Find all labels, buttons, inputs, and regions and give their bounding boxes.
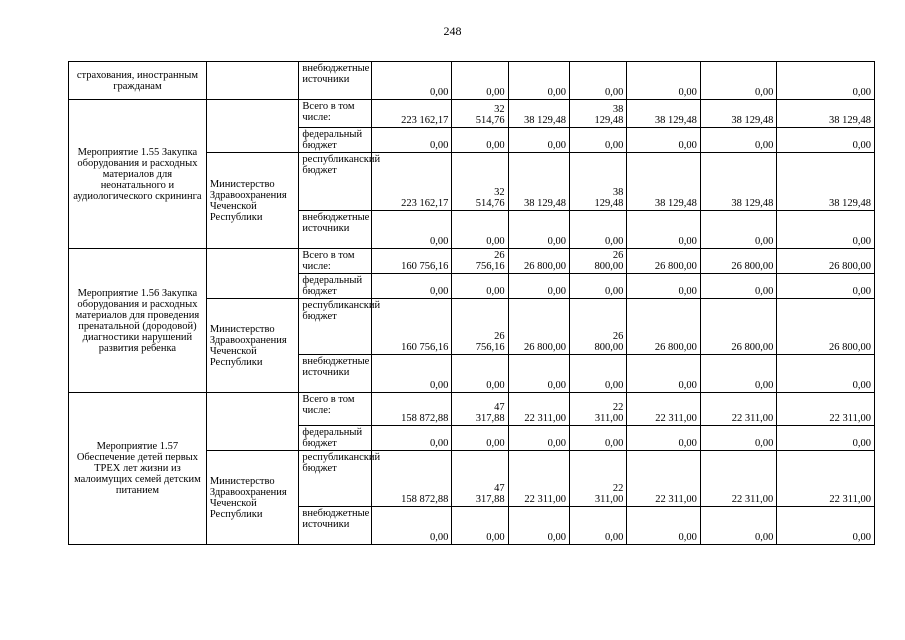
amount-cell: 223 162,17: [371, 100, 451, 128]
amount-cell: 26 800,00: [570, 249, 627, 274]
executor-cell: [206, 393, 299, 451]
amount-cell: 38 129,48: [570, 153, 627, 211]
amount-cell: 26 800,00: [627, 299, 700, 355]
amount-cell: 38 129,48: [627, 153, 700, 211]
amount-cell: 0,00: [777, 507, 875, 545]
amount-cell: 0,00: [508, 128, 569, 153]
amount-cell: 0,00: [371, 355, 451, 393]
amount-cell: 0,00: [777, 62, 875, 100]
amount-cell: 0,00: [508, 507, 569, 545]
amount-cell: 22 311,00: [570, 451, 627, 507]
executor-cell: Министерство Здравоохранения Чеченской Республики: [206, 451, 299, 545]
amount-cell: 0,00: [627, 355, 700, 393]
amount-cell: 0,00: [570, 355, 627, 393]
amount-cell: 0,00: [700, 507, 776, 545]
amount-cell: 22 311,00: [700, 393, 776, 426]
page-number: 248: [443, 24, 462, 38]
funding-source-cell: Всего в том числе:: [299, 100, 371, 128]
amount-cell: 22 311,00: [570, 393, 627, 426]
amount-cell: 0,00: [777, 426, 875, 451]
amount-cell: 0,00: [627, 128, 700, 153]
amount-cell: 26 800,00: [508, 299, 569, 355]
amount-cell: 0,00: [700, 128, 776, 153]
amount-cell: 223 162,17: [371, 153, 451, 211]
amount-cell: 38 129,48: [508, 153, 569, 211]
amount-cell: 26 800,00: [700, 299, 776, 355]
amount-cell: 0,00: [508, 426, 569, 451]
funding-source-cell: республиканский бюджет: [299, 299, 371, 355]
amount-cell: 0,00: [508, 274, 569, 299]
amount-cell: 32 514,76: [452, 100, 508, 128]
amount-cell: 22 311,00: [627, 393, 700, 426]
amount-cell: 0,00: [452, 62, 508, 100]
amount-cell: 0,00: [570, 211, 627, 249]
amount-cell: 38 129,48: [570, 100, 627, 128]
amount-cell: 22 311,00: [700, 451, 776, 507]
table-row: [69, 100, 875, 128]
funding-source-cell: внебюджетные источники: [299, 62, 371, 100]
amount-cell: 0,00: [777, 211, 875, 249]
amount-cell: 0,00: [371, 426, 451, 451]
table-row: [69, 62, 875, 100]
executor-cell: Министерство Здравоохранения Чеченской Республики: [206, 299, 299, 393]
amount-cell: 0,00: [777, 128, 875, 153]
amount-cell: 0,00: [508, 355, 569, 393]
amount-cell: 47 317,88: [452, 451, 508, 507]
amount-cell: 0,00: [371, 211, 451, 249]
amount-cell: 0,00: [371, 274, 451, 299]
amount-cell: 38 129,48: [508, 100, 569, 128]
amount-cell: 38 129,48: [777, 100, 875, 128]
amount-cell: 0,00: [371, 507, 451, 545]
amount-cell: 158 872,88: [371, 451, 451, 507]
amount-cell: 160 756,16: [371, 299, 451, 355]
amount-cell: 22 311,00: [508, 393, 569, 426]
amount-cell: 0,00: [508, 62, 569, 100]
amount-cell: 0,00: [627, 507, 700, 545]
funding-source-cell: республиканский бюджет: [299, 153, 371, 211]
amount-cell: 22 311,00: [777, 451, 875, 507]
funding-source-cell: Всего в том числе:: [299, 393, 371, 426]
funding-source-cell: федеральный бюджет: [299, 274, 371, 299]
amount-cell: 158 872,88: [371, 393, 451, 426]
amount-cell: 0,00: [627, 274, 700, 299]
executor-cell: [206, 249, 299, 299]
amount-cell: 0,00: [700, 426, 776, 451]
amount-cell: 0,00: [570, 128, 627, 153]
amount-cell: 0,00: [627, 211, 700, 249]
amount-cell: 26 800,00: [777, 249, 875, 274]
funding-source-cell: республиканский бюджет: [299, 451, 371, 507]
amount-cell: 22 311,00: [627, 451, 700, 507]
amount-cell: 0,00: [700, 355, 776, 393]
measure-name-cell: Мероприятие 1.55 Закупка оборудования и расходных материалов для неонатального и аудиологического скрининга: [69, 100, 207, 249]
amount-cell: 26 756,16: [452, 249, 508, 274]
budget-table: [68, 61, 875, 545]
executor-cell: [206, 100, 299, 153]
amount-cell: 0,00: [777, 355, 875, 393]
amount-cell: 0,00: [371, 128, 451, 153]
funding-source-cell: федеральный бюджет: [299, 128, 371, 153]
amount-cell: 0,00: [452, 128, 508, 153]
amount-cell: 26 756,16: [452, 299, 508, 355]
funding-source-cell: Всего в том числе:: [299, 249, 371, 274]
amount-cell: 38 129,48: [700, 153, 776, 211]
amount-cell: 32 514,76: [452, 153, 508, 211]
amount-cell: 0,00: [570, 426, 627, 451]
amount-cell: 38 129,48: [627, 100, 700, 128]
funding-source-cell: внебюджетные источники: [299, 211, 371, 249]
measure-name-cell: Мероприятие 1.56 Закупка оборудования и расходных материалов для проведения пренатальной (дородовой) диагностики нарушений развития ребенка: [69, 249, 207, 393]
amount-cell: 0,00: [371, 62, 451, 100]
amount-cell: 0,00: [700, 211, 776, 249]
amount-cell: 0,00: [570, 274, 627, 299]
funding-source-cell: внебюджетные источники: [299, 507, 371, 545]
amount-cell: 26 800,00: [627, 249, 700, 274]
amount-cell: 0,00: [452, 211, 508, 249]
table-row: [69, 393, 875, 426]
amount-cell: 0,00: [452, 274, 508, 299]
amount-cell: 26 800,00: [777, 299, 875, 355]
funding-source-cell: внебюджетные источники: [299, 355, 371, 393]
executor-cell: Министерство Здравоохранения Чеченской Республики: [206, 153, 299, 249]
amount-cell: 0,00: [777, 274, 875, 299]
amount-cell: 160 756,16: [371, 249, 451, 274]
measure-name-cell: Мероприятие 1.57 Обеспечение детей первых ТРЕХ лет жизни из малоимущих семей детским питанием: [69, 393, 207, 545]
funding-source-cell: федеральный бюджет: [299, 426, 371, 451]
amount-cell: 0,00: [627, 62, 700, 100]
measure-name-cell: страхования, иностранным гражданам: [69, 62, 207, 100]
amount-cell: 0,00: [452, 426, 508, 451]
amount-cell: 47 317,88: [452, 393, 508, 426]
executor-cell: [206, 62, 299, 100]
amount-cell: 0,00: [508, 211, 569, 249]
amount-cell: 0,00: [627, 426, 700, 451]
amount-cell: 0,00: [700, 274, 776, 299]
amount-cell: 38 129,48: [777, 153, 875, 211]
amount-cell: 38 129,48: [700, 100, 776, 128]
amount-cell: 26 800,00: [700, 249, 776, 274]
amount-cell: 0,00: [570, 507, 627, 545]
amount-cell: 0,00: [452, 355, 508, 393]
table-row: [69, 249, 875, 274]
amount-cell: 26 800,00: [570, 299, 627, 355]
amount-cell: 0,00: [452, 507, 508, 545]
amount-cell: 0,00: [570, 62, 627, 100]
amount-cell: 0,00: [700, 62, 776, 100]
amount-cell: 22 311,00: [508, 451, 569, 507]
amount-cell: 22 311,00: [777, 393, 875, 426]
amount-cell: 26 800,00: [508, 249, 569, 274]
